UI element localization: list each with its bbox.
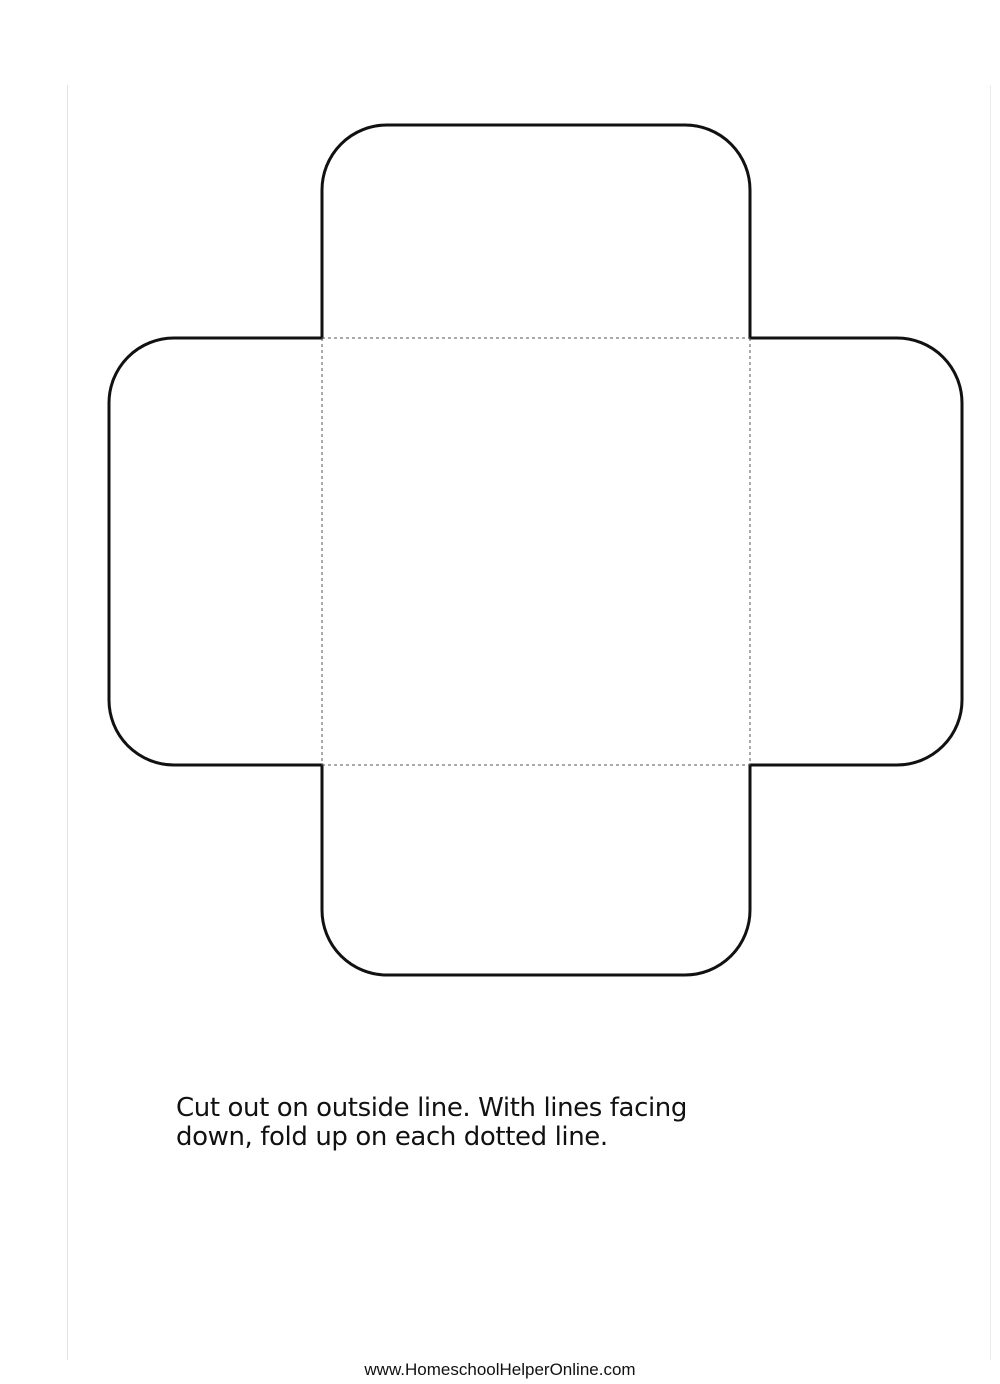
outer-cut-line [109, 125, 962, 975]
instructions-line-2: down, fold up on each dotted line. [176, 1122, 608, 1152]
footer-url: www.HomeschoolHelperOnline.com [364, 1360, 636, 1379]
instructions-text [176, 1094, 796, 1152]
instructions-line-1: Cut out on outside line. With lines facing [176, 1093, 687, 1123]
